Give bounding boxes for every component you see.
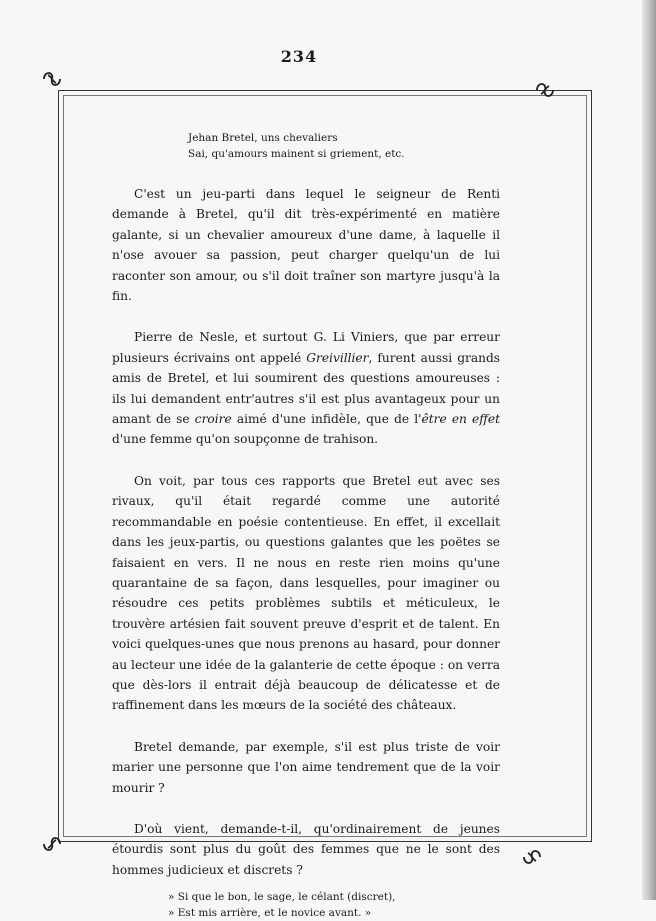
- page-number: 234: [280, 47, 318, 66]
- paragraph-text: On voit, par tous ces rapports que Bretel eut avec ses rivaux, qu'il était regardé comme une autorité recommandable en poésie contentieuse. En effet, il excellait dans les jeux-partis, ou questions galantes que les poëtes se faisaient en vers. Il ne nous en reste rien moins qu'une quarantaine de sa façon, dans lesquelles, pour imaginer ou résoudre ces petits problèmes subtils et méticuleux, le trouvère artésien fait souvent preuve d'esprit et de talent. En voici quelques-unes que nous prenons au hasard, pour donner au lecteur une idée de la galanterie de cette époque : on verra que dès-lors il entrait déjà beaucoup de délicatesse et de raffinement dans les mœurs de la société des châteaux.: [112, 473, 500, 713]
- fleuron-icon: [40, 832, 64, 856]
- page-body: [112, 130, 500, 921]
- opening-verse: [188, 130, 500, 162]
- paragraph-renti: [112, 184, 500, 306]
- closing-verse: [168, 889, 500, 921]
- verse-line: Jehan Bretel, uns chevaliers: [188, 132, 338, 144]
- paragraph-text: , furent aussi grands amis de Bretel, et lui soumirent des questions amoureuses : ils lui demandent entr'autres s'il est plus avantageux pour un amant de se: [112, 350, 500, 427]
- paragraph-text: Pierre de Nesle, et surtout G. Li Viniers, que par erreur plusieurs écrivains ont appelé: [112, 330, 500, 365]
- verse-line: » Est mis arrière, et le novice avant. »: [168, 907, 372, 920]
- verse-line: » Si que le bon, le sage, le célant (discret),: [168, 891, 396, 904]
- fleuron-icon: [40, 67, 64, 91]
- paragraph-text: d'une femme qu'on soupçonne de trahison.: [112, 432, 379, 447]
- fleuron-icon: [533, 78, 557, 102]
- verse-line: Sai, qu'amours mainent si griement, etc.: [188, 148, 405, 160]
- paragraph-rivaux: [112, 471, 500, 716]
- paragraph-marier: [112, 737, 500, 798]
- paragraph-text: D'où vient, demande-t-il, qu'ordinairement de jeunes étourdis sont plus du goût des femmes que ne le sont des hommes judicieux et discrets ?: [112, 821, 500, 877]
- italic-term: être en effet: [421, 412, 500, 427]
- paragraph-nesle: [112, 327, 500, 449]
- italic-term: croire: [194, 412, 232, 427]
- paragraph-text: C'est un jeu-parti dans lequel le seigneur de Renti demande à Bretel, qu'il dit très-expérimenté en matière galante, si un chevalier amoureux d'une dame, à laquelle il n'ose avouer sa passion, peut charger quelqu'un de lui raconter son amour, ou s'il doit traîner son martyre jusqu'à la fin.: [112, 187, 500, 304]
- italic-term: Greivillier: [306, 350, 369, 365]
- page-edge-shadow: [642, 0, 656, 900]
- fleuron-icon: [520, 845, 544, 869]
- paragraph-etourdis: [112, 819, 500, 880]
- paragraph-text: Bretel demande, par exemple, s'il est plus triste de voir marier une personne que l'on aime tendrement que de la voir mourir ?: [112, 739, 500, 795]
- paragraph-text: aimé d'une infidèle, que de l': [231, 412, 422, 427]
